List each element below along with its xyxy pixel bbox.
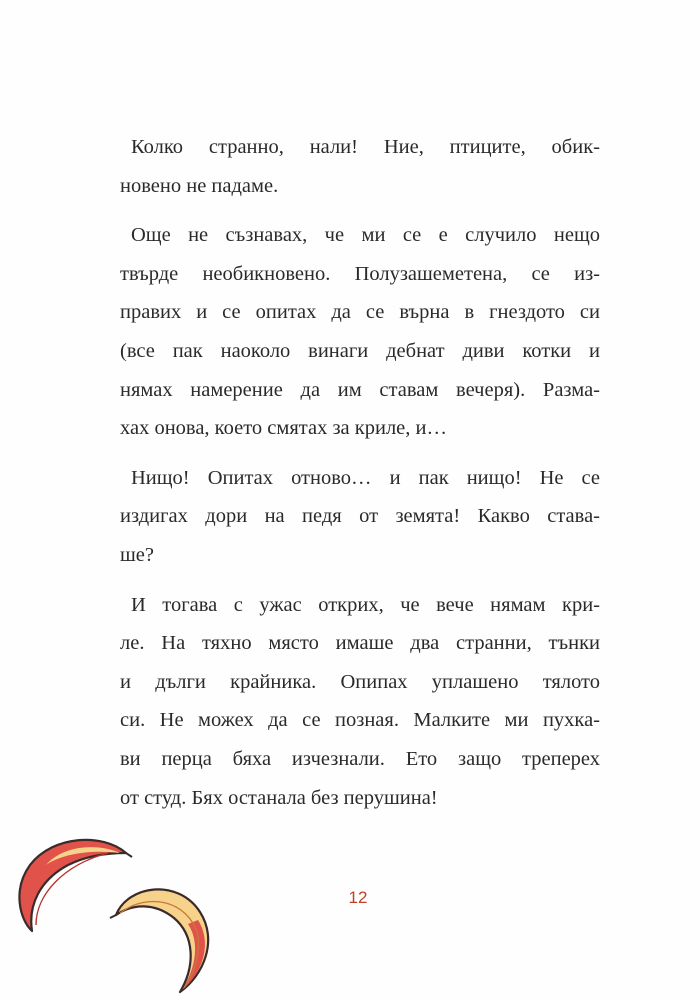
text-line: новено не падаме. xyxy=(120,174,279,197)
body-text xyxy=(120,128,600,817)
text-line: от студ. Бях останала без перушина! xyxy=(120,786,438,809)
text-line: твърде необикновено. Полузашеметена, се из- xyxy=(120,262,600,285)
text-line: нямах намерение да им ставам вечеря). Разма- xyxy=(120,378,600,401)
paragraph xyxy=(120,128,600,205)
text-line: Нищо! Опитах отново… и пак нищо! Не се xyxy=(131,466,600,489)
text-line: И тогава с ужас открих, че вече нямам кри- xyxy=(131,593,600,616)
text-line: издигах дори на педя от земята! Какво става- xyxy=(120,505,600,528)
text-line: (все пак наоколо винаги дебнат диви котки и xyxy=(120,339,600,362)
paragraph xyxy=(120,586,600,818)
text-line: Колко странно, нали! Ние, птиците, обик- xyxy=(131,136,600,158)
text-line: ле. На тяхно място имаше два странни, тънки xyxy=(120,632,600,655)
page-number: 12 xyxy=(348,888,368,907)
paragraph xyxy=(120,216,600,448)
paragraph xyxy=(120,459,600,575)
feather-right-icon xyxy=(108,880,223,1000)
text-line: правих и се опитах да се върна в гнездото си xyxy=(120,301,600,324)
text-line: си. Не можех да се позная. Малките ми пухка- xyxy=(120,709,600,732)
text-line: Още не съзнавах, че ми се е случило нещо xyxy=(131,224,600,247)
text-line: хах онова, което смятах за криле, и… xyxy=(120,417,447,440)
text-line: ше? xyxy=(120,543,154,566)
text-line: ви перца бяха изчезнали. Ето защо треперех xyxy=(120,747,600,770)
text-line: и дълги крайника. Опипах уплашено тялото xyxy=(120,670,600,693)
